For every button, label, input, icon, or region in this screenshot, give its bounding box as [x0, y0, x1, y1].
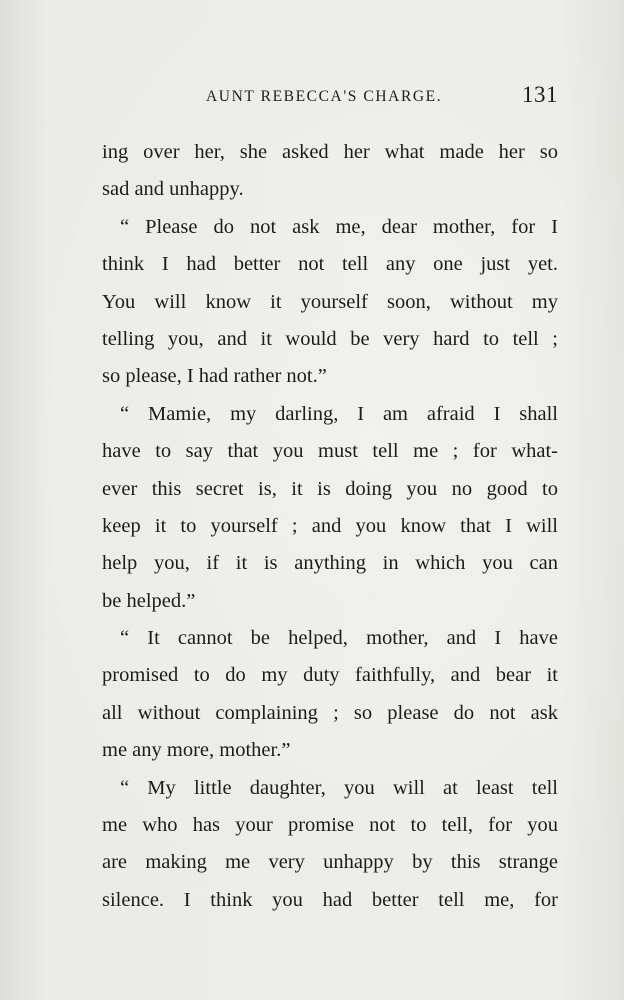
text-line: ever this secret is, it is doing you no good to — [102, 477, 558, 500]
text-line: so please, I had rather not.” — [102, 365, 327, 388]
text-line: telling you, and it would be very hard to tell ; — [102, 327, 558, 350]
text-line: be helped.” — [102, 589, 196, 612]
body-text — [102, 134, 558, 919]
text-line: all without complaining ; so please do not ask — [102, 701, 558, 724]
text-line: ing over her, she asked her what made her so — [102, 141, 558, 163]
text-line: sad and unhappy. — [102, 178, 244, 201]
text-line: keep it to yourself ; and you know that I will — [102, 514, 558, 537]
text-line: think I had better not tell any one just yet. — [102, 253, 558, 276]
text-line: “ It cannot be helped, mother, and I have — [120, 627, 558, 650]
text-line: “ My little daughter, you will at least tell — [120, 776, 558, 799]
text-line: silence. I think you had better tell me, for — [102, 888, 558, 911]
running-title: AUNT REBECCA'S CHARGE. — [206, 88, 443, 105]
text-line: “ Mamie, my darling, I am afraid I shall — [120, 402, 558, 425]
page-number: 131 — [522, 82, 558, 107]
text-line: have to say that you must tell me ; for what- — [102, 440, 558, 463]
text-line: me who has your promise not to tell, for you — [102, 814, 558, 837]
text-line: You will know it yourself soon, without my — [102, 290, 558, 313]
page-header — [0, 84, 624, 114]
text-line: me any more, mother.” — [102, 739, 291, 762]
text-line: “ Please do not ask me, dear mother, for I — [120, 215, 558, 238]
text-line: promised to do my duty faithfully, and bear it — [102, 664, 558, 687]
text-line: are making me very unhappy by this strange — [102, 851, 558, 874]
text-line: help you, if it is anything in which you can — [102, 552, 558, 575]
